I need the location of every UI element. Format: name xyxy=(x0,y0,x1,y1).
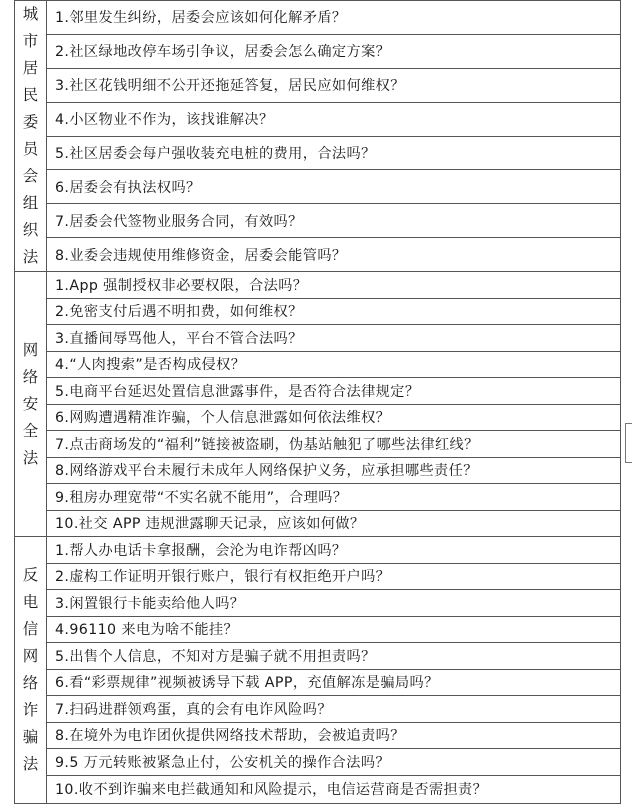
table-row xyxy=(15,590,621,617)
table-row xyxy=(15,722,621,749)
question-cell: 4.96110 来电为啥不能挂？ xyxy=(47,616,621,643)
question-cell: 3.直播间辱骂他人，平台不管合法吗？ xyxy=(47,325,621,352)
question-cell: 2.免密支付后遇不明扣费，如何维权？ xyxy=(47,298,621,325)
table-row xyxy=(15,775,621,803)
table-row xyxy=(15,34,621,68)
table-row xyxy=(15,378,621,405)
question-cell: 1.帮人办电话卡拿报酬，会沦为电诈帮凶吗？ xyxy=(47,537,621,564)
table-row xyxy=(15,457,621,484)
question-cell: 7.扫码进群领鸡蛋，真的会有电诈风险吗？ xyxy=(47,696,621,723)
question-cell: 3.社区花钱明细不公开还拖延答复，居民应如何维权？ xyxy=(47,68,621,102)
category-cell xyxy=(15,537,47,804)
question-cell: 9.5 万元转账被紧急止付，公安机关的操作合法吗？ xyxy=(47,749,621,776)
question-cell: 8.业委会违规使用维修资金，居委会能管吗？ xyxy=(47,238,621,272)
category-title: 网 络 安 全 法 xyxy=(22,340,39,467)
table-row xyxy=(15,204,621,238)
table-row xyxy=(15,537,621,564)
question-cell: 10.社交 APP 违规泄露聊天记录，应该如何做？ xyxy=(47,510,621,537)
table-row xyxy=(15,696,621,723)
table-row xyxy=(15,749,621,776)
table-row xyxy=(15,170,621,204)
table-row xyxy=(15,238,621,272)
question-cell: 10.收不到诈骗来电拦截通知和风险提示，电信运营商是否需担责？ xyxy=(47,775,621,803)
category-cell xyxy=(15,272,47,537)
table-row xyxy=(15,404,621,431)
table-row xyxy=(15,563,621,590)
table-row xyxy=(15,510,621,537)
question-cell: 5.出售个人信息，不知对方是骗子就不用担责吗？ xyxy=(47,643,621,670)
table-row xyxy=(15,298,621,325)
table-row xyxy=(15,136,621,170)
question-cell: 6.居委会有执法权吗？ xyxy=(47,170,621,204)
table-row xyxy=(15,484,621,511)
question-cell: 6.网购遭遇精准诈骗，个人信息泄露如何依法维权？ xyxy=(47,404,621,431)
table-row xyxy=(15,272,621,299)
question-cell: 4.小区物业不作为，该找谁解决？ xyxy=(47,102,621,136)
question-cell: 7.点击商场发的“福利”链接被盗刷，伪基站触犯了哪些法律红线？ xyxy=(47,431,621,458)
law-qa-table-body xyxy=(15,1,621,804)
question-cell: 7.居委会代签物业服务合同，有效吗？ xyxy=(47,204,621,238)
table-row xyxy=(15,431,621,458)
question-cell: 4.“人肉搜索”是否构成侵权？ xyxy=(47,351,621,378)
question-cell: 2.虚构工作证明开银行账户，银行有权拒绝开户吗？ xyxy=(47,563,621,590)
table-row xyxy=(15,1,621,35)
category-cell xyxy=(15,1,47,272)
table-row xyxy=(15,102,621,136)
law-qa-table xyxy=(14,0,621,804)
table-row xyxy=(15,643,621,670)
question-cell: 6.看“彩票规律”视频被诱导下载 APP，充值解冻是骗局吗？ xyxy=(47,669,621,696)
table-row xyxy=(15,351,621,378)
question-cell: 5.电商平台延迟处置信息泄露事件，是否符合法律规定？ xyxy=(47,378,621,405)
question-cell: 9.租房办理宽带“不实名就不能用”，合理吗？ xyxy=(47,484,621,511)
category-title: 城 市 居 民 委 员 会 组 织 法 xyxy=(22,5,39,266)
table-row xyxy=(15,616,621,643)
question-cell: 8.网络游戏平台未履行未成年人网络保护义务，应承担哪些责任？ xyxy=(47,457,621,484)
category-title: 反 电 信 网 络 诈 骗 法 xyxy=(22,565,39,773)
question-cell: 1.邻里发生纠纷，居委会应该如何化解矛盾？ xyxy=(47,1,621,35)
question-cell: 3.闲置银行卡能卖给他人吗？ xyxy=(47,590,621,617)
question-cell: 5.社区居委会每户强收装充电桩的费用，合法吗？ xyxy=(47,136,621,170)
adjacent-table-edge xyxy=(625,423,632,463)
table-row xyxy=(15,325,621,352)
question-cell: 1.App 强制授权非必要权限，合法吗？ xyxy=(47,272,621,299)
table-row xyxy=(15,669,621,696)
table-row xyxy=(15,68,621,102)
question-cell: 2.社区绿地改停车场引争议，居委会怎么确定方案？ xyxy=(47,34,621,68)
question-cell: 8.在境外为电诈团伙提供网络技术帮助，会被追责吗？ xyxy=(47,722,621,749)
